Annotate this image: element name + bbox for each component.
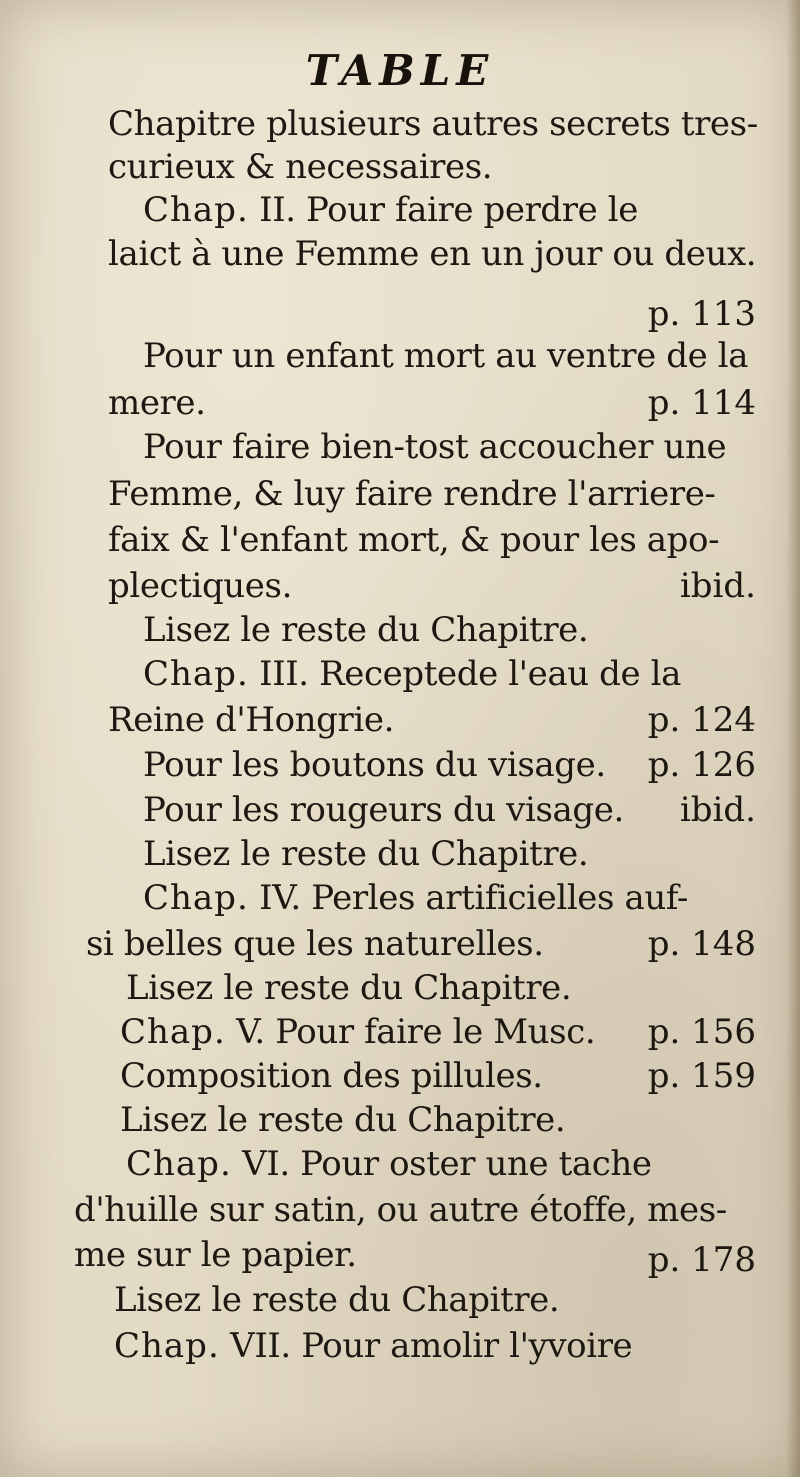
page-ref: p. 156 [647, 1012, 756, 1052]
chapter-heading-3: Chap. III. Receptede l'eau de la [143, 654, 681, 694]
page-ref: p. 114 [647, 383, 756, 423]
toc-line: Reine d'Hongrie. [108, 700, 394, 740]
page-ref: p. 159 [647, 1056, 756, 1096]
toc-line: Lisez le reste du Chapitre. [120, 1100, 566, 1140]
toc-line: Femme, & luy faire rendre l'arriere- [108, 474, 716, 514]
page-ref: p. 148 [647, 924, 756, 964]
chapter-label: Chap. [143, 654, 249, 694]
toc-line: Lisez le reste du Chapitre. [143, 610, 589, 650]
chapter-heading-5: Chap. V. Pour faire le Musc. [120, 1012, 596, 1052]
toc-line: curieux & necessaires. [108, 147, 493, 187]
chapter-heading-4: Chap. IV. Perles artificielles auf- [143, 878, 688, 918]
chapter-label: Chap. [114, 1326, 220, 1366]
page-ref: ibid. [679, 790, 756, 830]
page-ref: p. 126 [647, 745, 756, 785]
toc-line: Lisez le reste du Chapitre. [114, 1280, 560, 1320]
toc-line: Lisez le reste du Chapitre. [143, 834, 589, 874]
chapter-heading-6: Chap. VI. Pour oster une tache [126, 1144, 652, 1184]
toc-line: plectiques. [108, 566, 292, 606]
toc-line: mere. [108, 383, 206, 423]
toc-line: me sur le papier. [74, 1235, 357, 1275]
chapter-heading-2: Chap. II. Pour faire perdre le [143, 190, 638, 230]
toc-line: si belles que les naturelles. [86, 924, 544, 964]
toc-line: faix & l'enfant mort, & pour les apo- [108, 520, 720, 560]
page-edge-shadow [786, 0, 800, 1477]
page-ref: p. 178 [647, 1240, 756, 1280]
toc-line: Composition des pillules. [120, 1056, 543, 1096]
chapter-heading-7: Chap. VII. Pour amolir l'yvoire [114, 1326, 633, 1366]
page-ref: p. 124 [647, 700, 756, 740]
toc-line: Pour un enfant mort au ventre de la [143, 336, 749, 376]
toc-line: Pour faire bien-tost accoucher une [143, 427, 727, 467]
page-ref: p. 113 [647, 294, 756, 334]
page-ref: ibid. [679, 566, 756, 606]
toc-line: laict à une Femme en un jour ou deux. [108, 234, 757, 274]
toc-line: Pour les rougeurs du visage. [143, 790, 624, 830]
toc-line: Lisez le reste du Chapitre. [126, 968, 572, 1008]
chapter-label: Chap. [143, 190, 249, 230]
chapter-label: Chap. [120, 1012, 226, 1052]
chapter-label: Chap. [143, 878, 249, 918]
toc-line: Chapitre plusieurs autres secrets tres- [108, 104, 758, 144]
running-head: TABLE [305, 46, 495, 95]
chapter-label: Chap. [126, 1144, 232, 1184]
toc-line: d'huille sur satin, ou autre étoffe, mes- [74, 1190, 727, 1230]
toc-line: Pour les boutons du visage. [143, 745, 606, 785]
